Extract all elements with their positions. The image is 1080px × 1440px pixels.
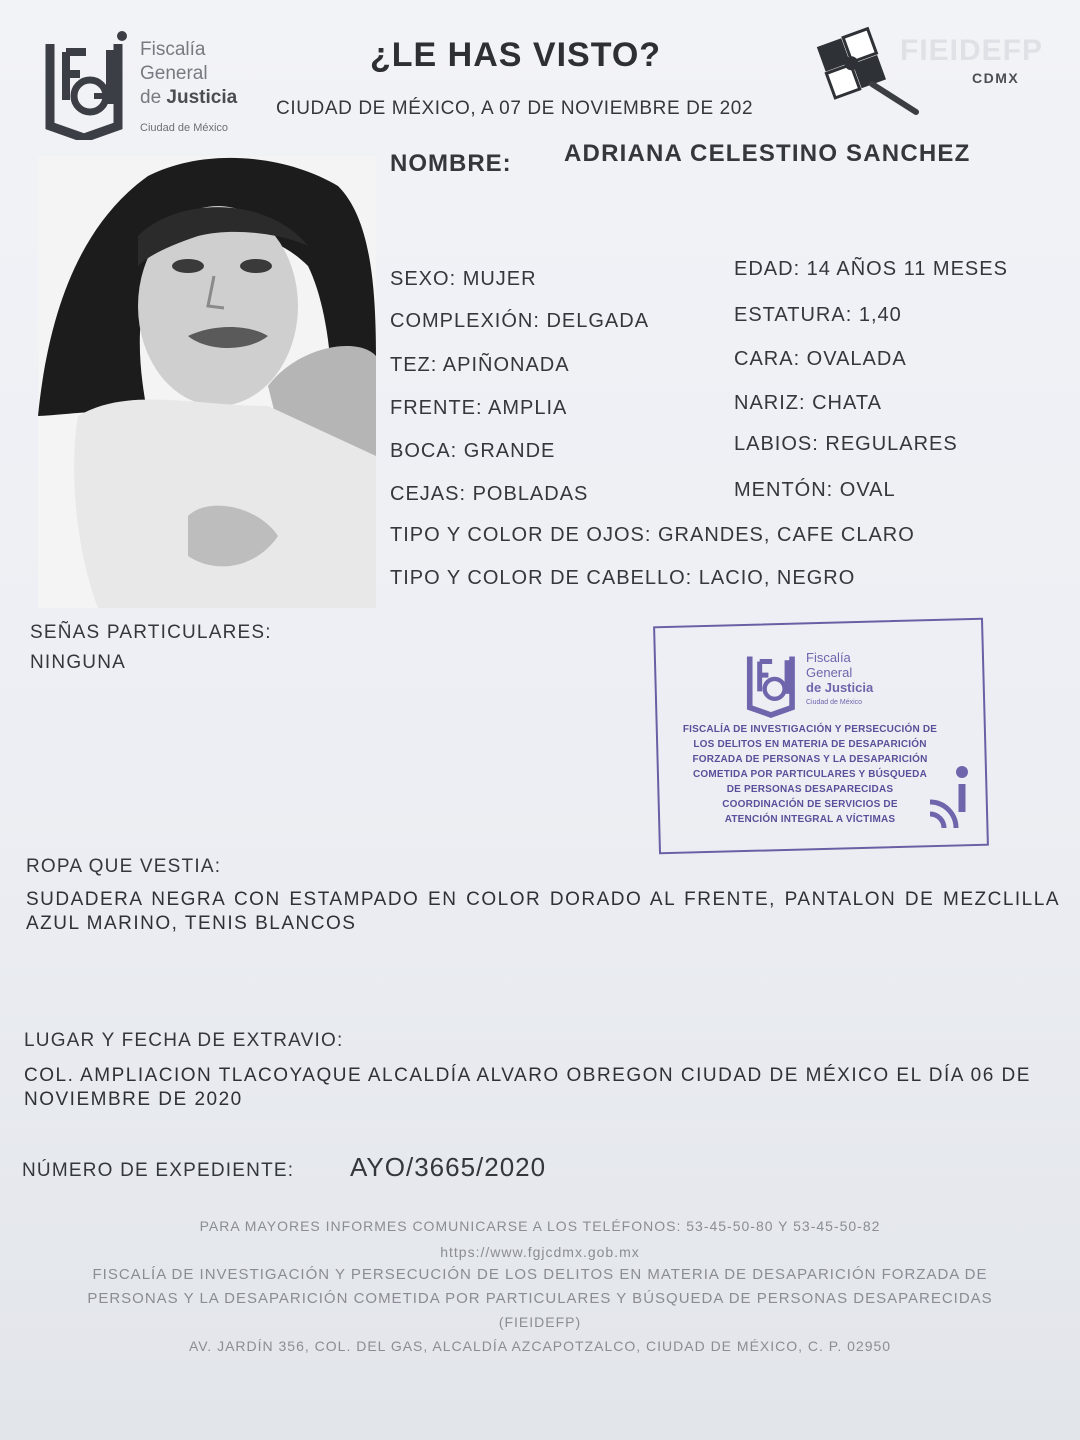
file-value: AYO/3665/2020 [350,1152,547,1182]
file-label: NÚMERO DE EXPEDIENTE: [22,1160,295,1181]
stamp-line: FORZADA DE PERSONAS Y LA DESAPARICIÓN [692,754,928,765]
cdmx-text: CDMX [972,70,1020,86]
logo-line-3-prefix: de [140,87,162,108]
footer-agency-1: FISCALÍA DE INVESTIGACIÓN Y PERSECUCIÓN DE LOS DELITOS EN MATERIA DE DESAPARICIÓN FORZADA DE [92,1266,988,1283]
marks-label: SEÑAS PARTICULARES: [30,622,272,643]
logo-subtitle: Ciudad de México [140,122,229,134]
stamp-logo-line-3: de Justicia [806,680,874,695]
fieidefp-logo [812,22,1052,122]
stamp-line: COORDINACIÓN DE SERVICIOS DE [722,799,898,810]
stamp-line: DE PERSONAS DESAPARECIDAS [726,784,894,795]
footer-phones: PARA MAYORES INFORMES COMUNICARSE A LOS TELÉFONOS: 53-45-50-80 Y 53-45-50-82 [199,1218,881,1234]
footer-agency-2: PERSONAS Y LA DESAPARICIÓN COMETIDA POR PARTICULARES Y BÚSQUEDA DE PERSONAS DESAPARECIDAS [87,1290,993,1307]
date-line: CIUDAD DE MÉXICO, A 07 DE NOVIEMBRE DE 202 [276,98,754,119]
field-age: EDAD: 14 AÑOS 11 MESES [734,258,1008,280]
stamp-logo-line-1: Fiscalía [806,650,851,665]
name-value: ADRIANA CELESTINO SANCHEZ [564,140,971,167]
stamp-signal-icon [926,762,986,832]
field-forehead: FRENTE: AMPLIA [390,397,568,419]
field-mouth: BOCA: GRANDE [390,440,556,462]
field-sex: SEXO: MUJER [390,268,537,290]
logo-line-1: Fiscalía [140,39,206,60]
field-build: COMPLEXIÓN: DELGADA [390,310,650,332]
field-complexion: TEZ: APIÑONADA [390,354,570,376]
location-value: COL. AMPLIACION TLACOYAQUE ALCALDÍA ALVARO OBREGON CIUDAD DE MÉXICO EL DÍA 06 DE NOVIEMBRE DE 2020 [24,1065,1031,1110]
person-photo [38,156,376,608]
stamp-fgj-icon [746,646,802,718]
footer-agency-3: (FIEIDEFP) [498,1314,582,1330]
stamp-line: COMETIDA POR PARTICULARES Y BÚSQUEDA [692,769,928,780]
stamp-logo-line-2: General [806,665,853,680]
clothing-label: ROPA QUE VESTIA: [26,856,222,877]
page-title: ¿LE HAS VISTO? [370,36,662,74]
field-nose: NARIZ: CHATA [734,392,882,414]
fgj-emblem-icon [44,30,134,140]
footer-address: AV. JARDÍN 356, COL. DEL GAS, ALCALDÍA AZCAPOTZALCO, CIUDAD DE MÉXICO, C. P. 02950 [188,1338,892,1354]
fieidefp-text: FIEIDEFP [900,34,1044,67]
logo-line-2: General [140,63,208,84]
portrait-image [38,156,376,608]
location-label: LUGAR Y FECHA DE EXTRAVIO: [24,1030,344,1051]
clothing-value: SUDADERA NEGRA CON ESTAMPADO EN COLOR DORADO AL FRENTE, PANTALON DE MEZCLILLA AZUL MARINO, TENIS BLANCOS [26,889,1060,934]
official-stamp [656,622,986,850]
stamp-line: LOS DELITOS EN MATERIA DE DESAPARICIÓN [693,739,927,750]
logo-line-3-bold: Justicia [166,87,238,108]
marks-value: NINGUNA [30,652,127,673]
field-eyes: TIPO Y COLOR DE OJOS: GRANDES, CAFE CLARO [390,524,915,546]
field-hair: TIPO Y COLOR DE CABELLO: LACIO, NEGRO [390,567,856,589]
stamp-line: ATENCIÓN INTEGRAL A VÍCTIMAS [724,814,896,825]
footer-url: https://www.fgjcdmx.gob.mx [440,1244,640,1260]
stamp-line: FISCALÍA DE INVESTIGACIÓN Y PERSECUCIÓN DE [682,724,938,735]
field-eyebrows: CEJAS: POBLADAS [390,483,589,505]
field-chin: MENTÓN: OVAL [734,479,896,501]
fgj-logo [44,30,264,142]
field-height: ESTATURA: 1,40 [734,304,902,326]
stamp-logo-subtitle: Ciudad de México [806,699,863,706]
field-face: CARA: OVALADA [734,348,907,370]
field-lips: LABIOS: REGULARES [734,433,958,455]
name-label: NOMBRE: [390,150,512,177]
